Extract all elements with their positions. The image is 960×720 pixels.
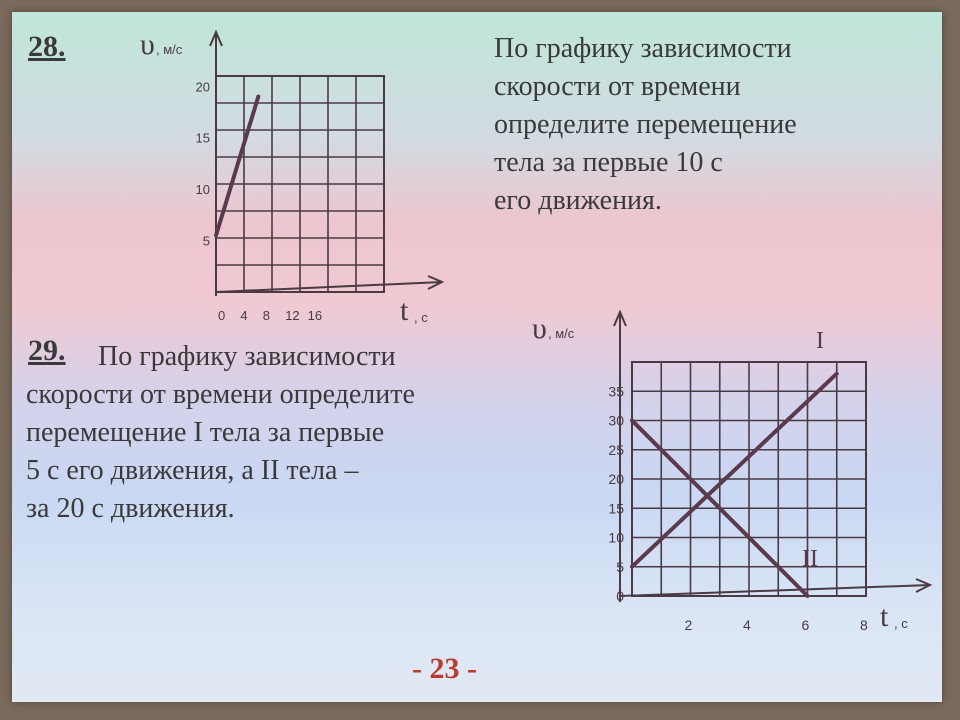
graph-29-y-ticks	[608, 383, 624, 604]
x-tick-label: 12	[285, 308, 300, 323]
line-i-label: I	[816, 328, 824, 354]
y-tick-label: 20	[608, 471, 624, 487]
graph-28-x-ticks	[218, 308, 322, 323]
x-tick-label: 8	[262, 308, 271, 323]
x-tick-label: 6	[801, 617, 810, 633]
x-tick-label: 2	[684, 617, 693, 633]
slide	[12, 12, 942, 702]
graph-28-grid	[216, 76, 384, 292]
y-tick-label: 5	[616, 558, 624, 575]
graph-28-v-unit: , м/с	[156, 42, 183, 57]
problem-28-number: 28.	[28, 30, 66, 63]
problem-28-line: По графику зависимости	[494, 33, 792, 64]
line-ii-label: II	[802, 546, 818, 572]
page-number: - 23 -	[412, 652, 477, 685]
y-tick-label: 25	[608, 441, 624, 458]
y-tick-label: 35	[608, 383, 624, 400]
y-tick-label: 15	[608, 500, 624, 517]
graph-29-v-symbol: υ	[532, 312, 547, 345]
x-tick-label: 4	[240, 308, 248, 323]
graph-28-lines	[216, 97, 258, 236]
y-tick-label: 30	[608, 412, 624, 429]
x-tick-label: 0	[218, 308, 226, 323]
problem-28-line: его движения.	[494, 185, 662, 216]
y-tick-label: 5	[202, 233, 210, 249]
problem-29-line: скорости от времени определите	[26, 379, 415, 410]
graph-28-t-unit: , с	[414, 310, 428, 325]
velocity-line	[216, 97, 258, 236]
graph-29	[532, 300, 942, 642]
y-tick-label: 0	[616, 588, 624, 604]
graph-28-axes	[210, 32, 442, 296]
problem-28-line: скорости от времени	[494, 71, 741, 102]
graph-29-grid	[632, 362, 866, 596]
y-tick-label: 10	[195, 182, 210, 198]
problem-28-line: тела за первые 10 с	[494, 147, 723, 178]
graph-29-v-unit: , м/с	[548, 326, 575, 341]
graph-28	[140, 20, 452, 327]
problem-29-number: 29.	[28, 334, 66, 367]
x-axis	[620, 585, 930, 596]
problem-29-line: перемещение I тела за первые	[26, 417, 385, 448]
graph-29-t-symbol: t	[880, 600, 889, 633]
graph-28-y-ticks	[196, 79, 210, 248]
problem-29-line: за 20 с движения.	[26, 493, 235, 524]
y-tick-label: 15	[195, 130, 210, 146]
problem-29-line: 5 с его движения, а II тела –	[26, 455, 359, 486]
problem-28-line: определите перемещение	[494, 109, 797, 140]
graph-29-t-unit: , с	[894, 616, 908, 631]
x-axis	[216, 282, 442, 292]
graph-28-t-symbol: t	[400, 294, 409, 327]
y-tick-label: 10	[608, 529, 624, 546]
x-tick-label: 8	[860, 617, 868, 633]
problem-29-text	[26, 376, 415, 528]
problem-28-text	[494, 30, 797, 220]
x-tick-label: 16	[307, 308, 323, 323]
graph-29-x-ticks	[685, 617, 869, 633]
x-tick-label: 4	[743, 617, 751, 633]
problem-29-line-first: По графику зависимости	[98, 341, 396, 372]
y-tick-label: 20	[195, 79, 210, 95]
graph-28-v-symbol: υ	[140, 28, 155, 61]
